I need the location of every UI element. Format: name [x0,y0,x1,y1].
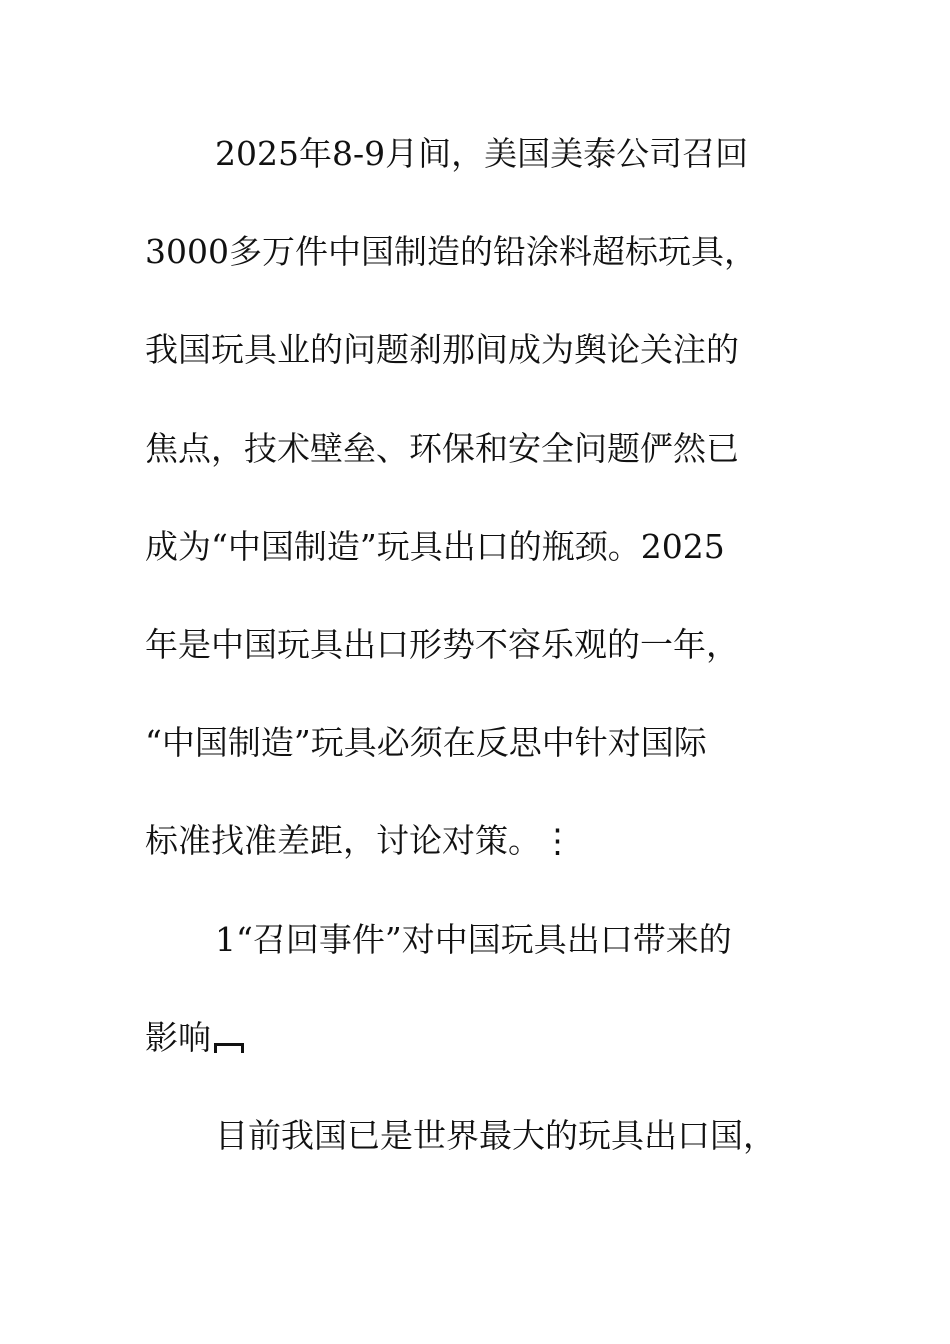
text-line: 目前我国已是世界最大的玩具出口国， [215,1115,776,1155]
intro-paragraph [145,126,805,912]
heading-line-end [145,1010,805,1108]
text-line: 2025年8-9月间，美国美泰公司召回 [215,134,749,173]
bracket-mark [214,1043,244,1053]
text-line: 年是中国玩具出口形势不容乐观的一年， [145,624,739,664]
heading-line: 1“召回事件”对中国玩具出口带来的 [215,919,732,959]
text-line: 焦点，技术壁垒、环保和安全问题俨然已 [145,428,739,468]
heading-line: 影响 [145,1017,211,1057]
text-line: “中国制造”玩具必须在反思中针对国际 [145,723,707,763]
body-paragraph [145,1108,805,1206]
document-body [145,126,805,1206]
text-line: 我国玩具业的问题刹那间成为舆论关注的 [145,330,739,370]
section-heading [145,912,805,1108]
text-line: 成为“中国制造”玩具出口的瓶颈。2025 [145,526,725,566]
text-line: 标准找准差距，讨论对策。⋮ [145,821,574,861]
text-line: 3000多万件中国制造的铅涂料超标玩具， [145,232,757,272]
